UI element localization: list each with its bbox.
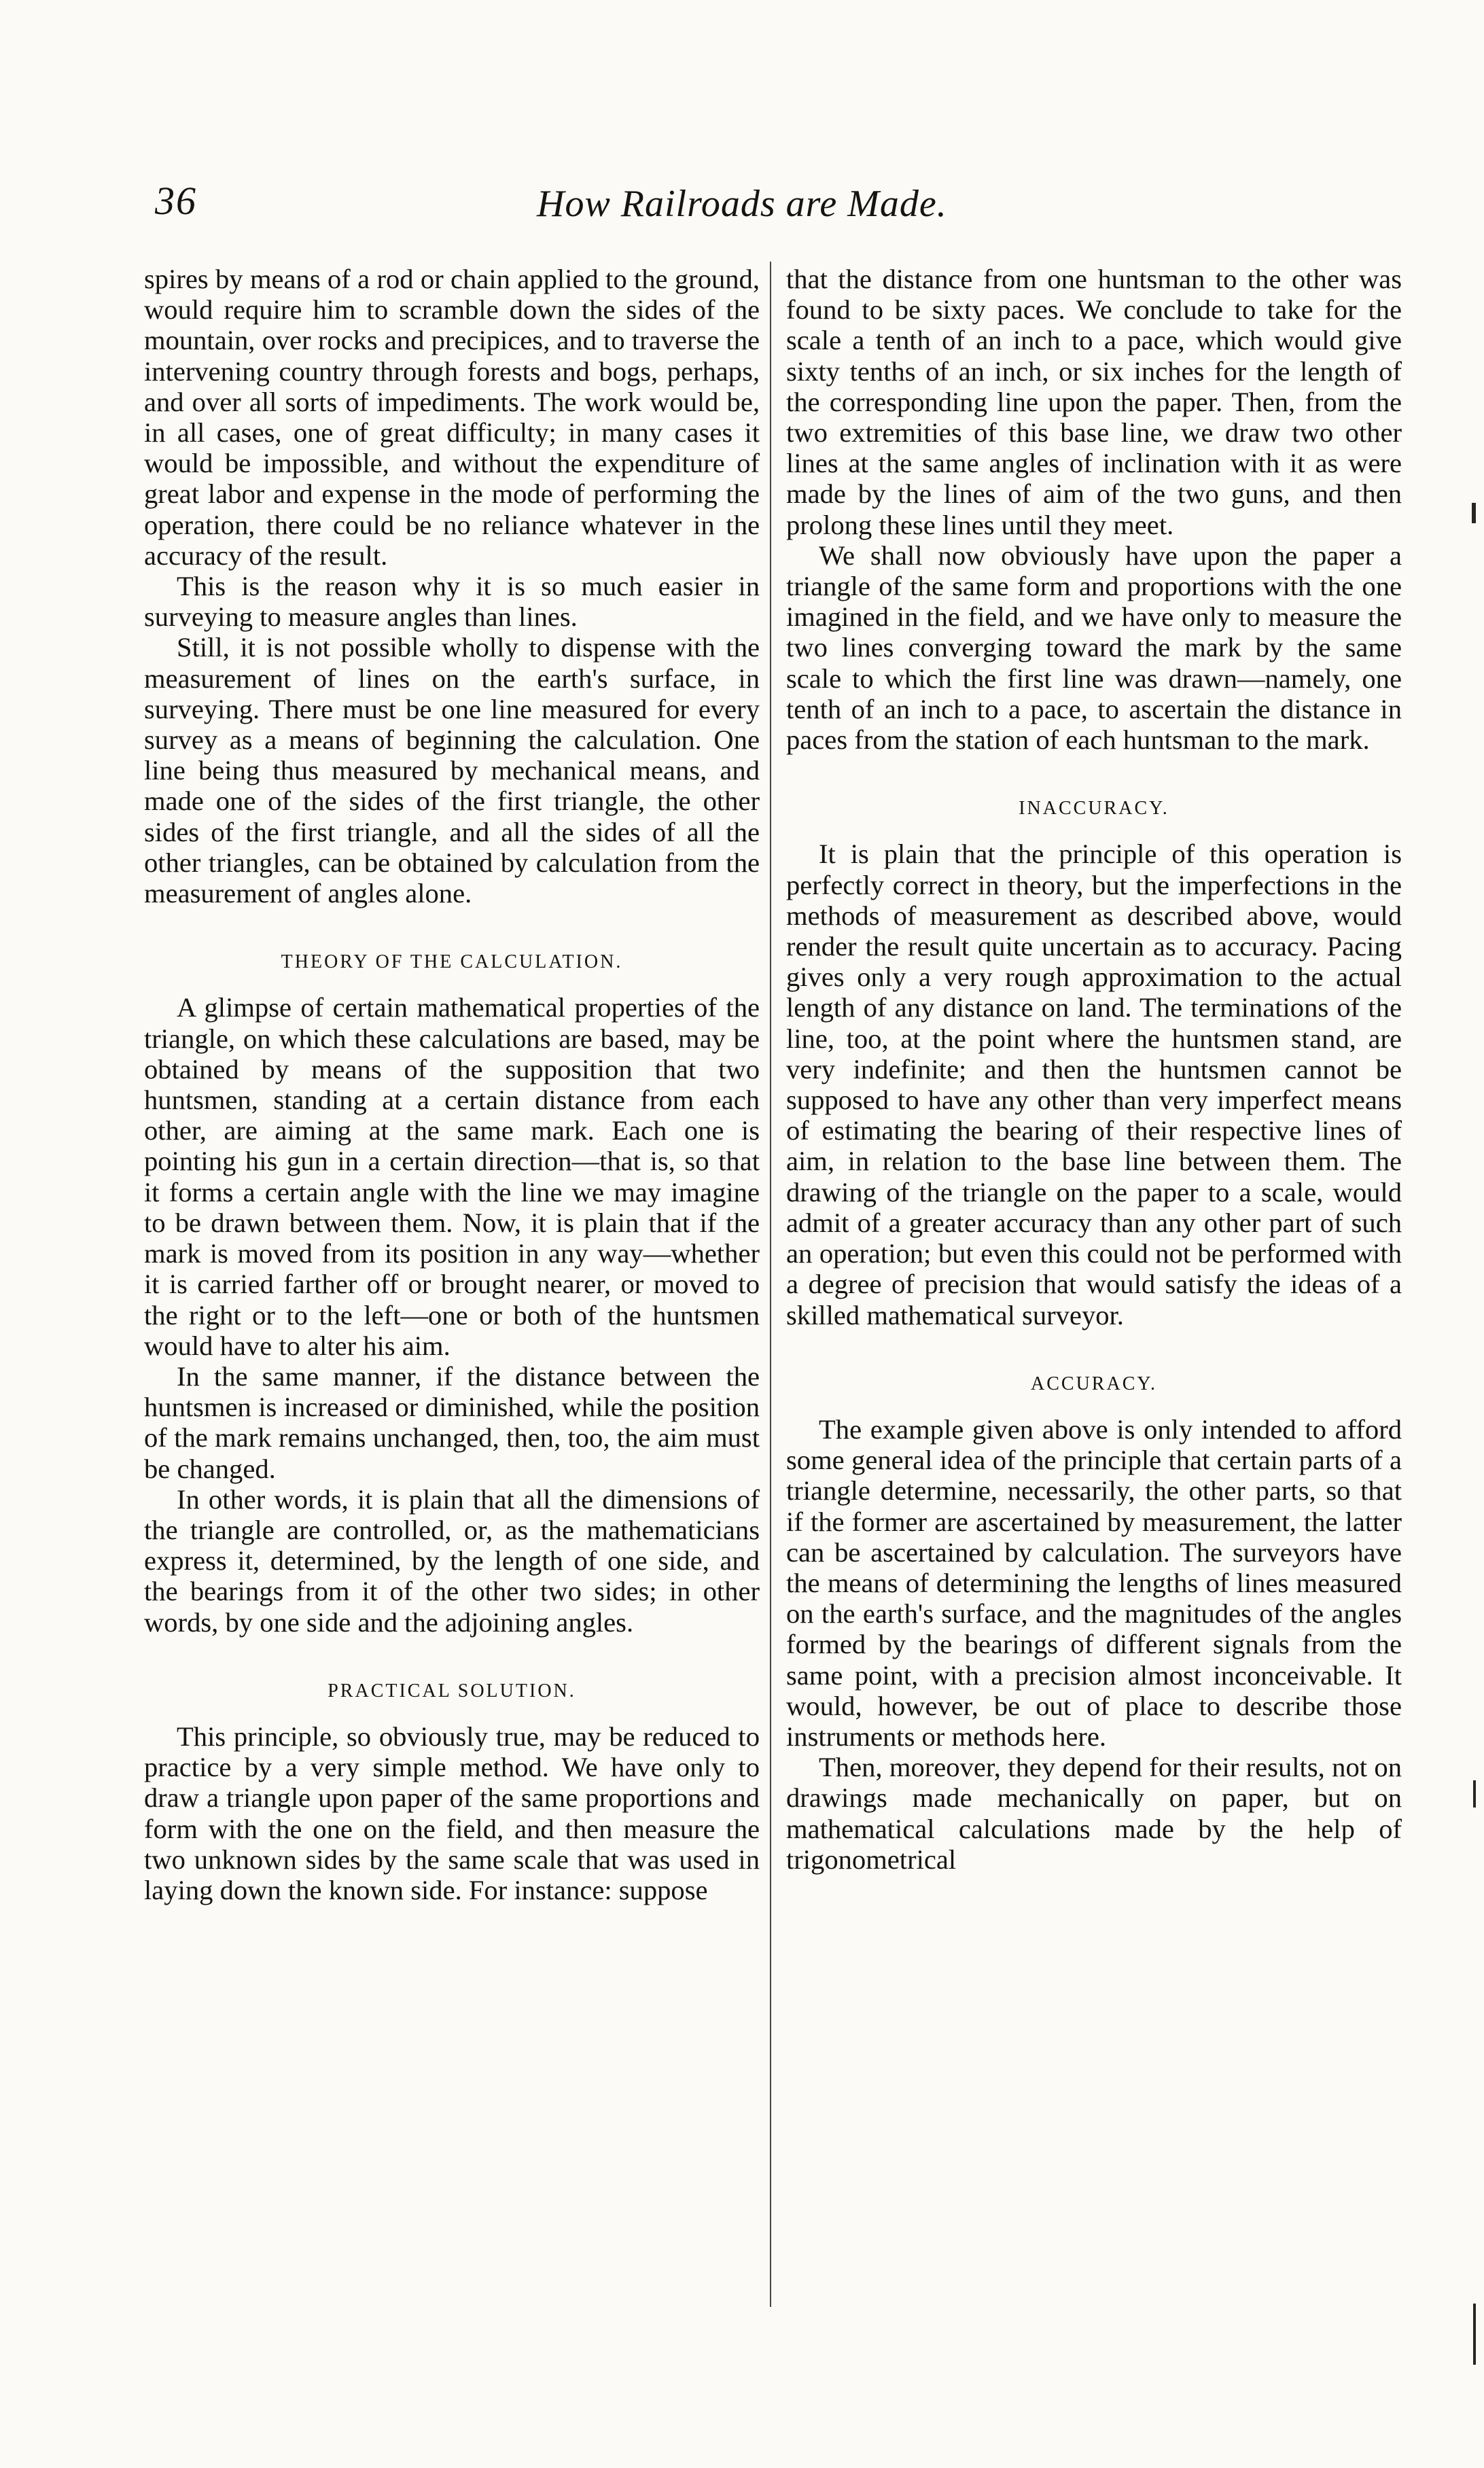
paragraph: This principle, so obviously true, may be reduced to practice by a very simple method. We have only to draw a triangle upon paper of the same proportions and form with the one on the field, and then measure the two unknown sides by the same scale that was used in laying down the known side. For instance: suppose — [144, 1721, 760, 1905]
left-column — [144, 264, 760, 1905]
page-edge-mark — [1473, 2304, 1476, 2365]
page-edge-mark — [1472, 503, 1476, 523]
paragraph: In other words, it is plain that all the dimensions of the triangle are controlled, or, as the mathematicians express it, determined, by the length of one side, and the bearings from it of the other two sides; in other words, by one side and the adjoining angles. — [144, 1483, 760, 1638]
paragraph: We shall now obviously have upon the paper a triangle of the same form and proportions with the one imagined in the field, and we have only to measure the two lines converging toward the mark by the same scale to which the first line was drawn—namely, one tenth of an inch to a pace, to ascertain the distance in paces from the station of each huntsman to the mark. — [786, 540, 1402, 756]
paragraph: that the distance from one huntsman to the other was found to be sixty paces. We conclude to take for the scale a tenth of an inch to a pace, which would give sixty tenths of an inch, or six inches for the length of the corresponding line upon the paper. Then, from the two extremities of this base line, we draw two other lines at the same angles of inclination with it as were made by the lines of aim of the two guns, and then prolong these lines until they meet. — [786, 264, 1402, 540]
page-number: 36 — [155, 179, 197, 223]
section-heading: ACCURACY. — [1031, 1373, 1157, 1394]
column-rule — [770, 262, 771, 2307]
paragraph: Still, it is not possible wholly to dispense with the measurement of lines on the earth's surface, in surveying. There must be one line measured for every survey as a means of beginning the calculation. One line being thus measured by mechanical means, and made one of the sides of the first triangle, the other sides of the first triangle, and all the sides of all the other triangles, can be obtained by calculation from the measurement of angles alone. — [144, 632, 760, 909]
right-column — [786, 264, 1402, 1875]
paragraph: A glimpse of certain mathematical properties of the triangle, on which these calculations are based, may be obtained by means of the supposition that two huntsmen, standing at a certain distance from each other, are aiming at the same mark. Each one is pointing his gun in a certain direction—that is, so that it forms a certain angle with the line we may imagine to be drawn between them. Now, it is plain that if the mark is moved from its position in any way—whether it is carried farther off or brought nearer, or moved to the right or to the left—one or both of the huntsmen would have to alter his aim. — [144, 992, 760, 1361]
paragraph: It is plain that the principle of this operation is perfectly correct in theory, but the imperfections in the methods of measurement as described above, would render the result quite uncertain as to accuracy. Pacing gives only a very rough approximation to the actual length of any distance on land. The terminations of the line, too, at the point where the huntsmen stand, are very indefinite; and then the huntsmen cannot be supposed to have any other than very imperfect means of estimating the bearing of their respective lines of aim, in relation to the base line between them. The drawing of the triangle on the paper to a scale, would admit of a greater accuracy than any other part of such an operation; but even this could not be performed with a degree of precision that would satisfy the ideas of a skilled mathematical surveyor. — [786, 839, 1402, 1330]
paragraph: spires by means of a rod or chain applied to the ground, would require him to scramble down the sides of the mountain, over rocks and precipices, and to traverse the intervening country through forests and bogs, perhaps, and over all sorts of impediments. The work would be, in all cases, one of great difficulty; in many cases it would be impossible, and without the expenditure of great labor and expense in the mode of performing the operation, there could be no reliance whatever in the accuracy of the result. — [144, 264, 760, 571]
running-head: How Railroads are Made. — [537, 183, 947, 225]
paragraph: In the same manner, if the distance between the huntsmen is increased or diminished, while the position of the mark remains unchanged, then, too, the aim must be changed. — [144, 1360, 760, 1484]
page-edge-mark — [1473, 1780, 1476, 1808]
section-heading: PRACTICAL SOLUTION. — [328, 1680, 576, 1702]
paragraph: Then, moreover, they depend for their results, not on drawings made mechanically on paper, but on mathematical calculations made by the help of trigonometrical — [786, 1752, 1402, 1875]
paragraph: The example given above is only intended to afford some general idea of the principle that certain parts of a triangle determine, necessarily, the other parts, so that if the former are ascertained by measurement, the latter can be ascertained by calculation. The surveyors have the means of determining the lengths of lines measured on the earth's surface, and the magnitudes of the angles formed by the bearings of different signals from the same point, with a precision almost inconceivable. It would, however, be out of place to describe those instruments or methods here. — [786, 1413, 1402, 1752]
section-heading: INACCURACY. — [1019, 798, 1169, 819]
section-heading: THEORY OF THE CALCULATION. — [281, 951, 623, 973]
paragraph: This is the reason why it is so much easier in surveying to measure angles than lines. — [144, 571, 760, 633]
